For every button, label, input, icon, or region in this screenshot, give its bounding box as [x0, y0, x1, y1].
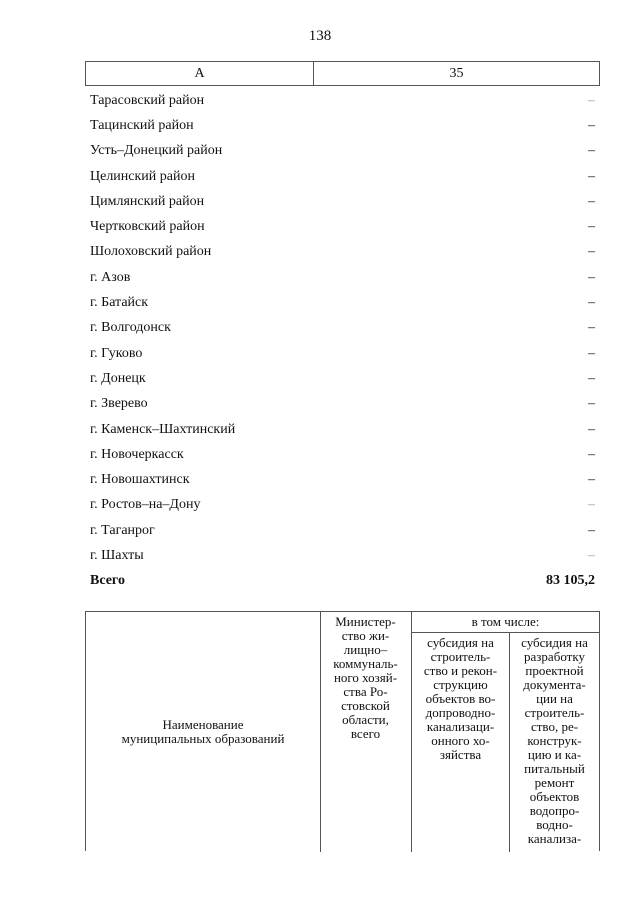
header-line: водопро- [529, 803, 580, 818]
row-name: Тарасовский район [90, 92, 205, 108]
table-row [90, 290, 595, 315]
header-line: субсидия на [521, 635, 588, 650]
header-line: онного хо- [431, 733, 490, 748]
row-name: г. Батайск [90, 295, 149, 311]
table-row [90, 164, 595, 189]
row-name: Шолоховский район [90, 244, 212, 260]
header-line: объектов [529, 789, 580, 804]
header-line: ство и рекон- [423, 663, 498, 678]
header-line: Наименование [162, 717, 244, 732]
row-value: – [588, 295, 595, 311]
table-row [90, 518, 595, 543]
header-line: строитель- [430, 649, 491, 664]
header-line: конструк- [527, 733, 582, 748]
row-name: г. Зверево [90, 396, 148, 412]
table-header [85, 61, 600, 86]
row-name: Цимлянский район [90, 193, 205, 209]
table-row [90, 467, 595, 492]
row-value: – [588, 143, 595, 159]
row-value: – [588, 117, 595, 133]
header-ministry-total [320, 612, 412, 852]
row-name: г. Таганрог [90, 522, 155, 538]
header-line: допроводно- [425, 705, 496, 720]
header-line: ции на [536, 691, 573, 706]
continued-table-header [85, 611, 600, 851]
row-name: г. Новочеркасск [90, 446, 184, 462]
header-line: проектной [525, 663, 584, 678]
row-value: – [588, 497, 595, 513]
table-row [90, 543, 595, 568]
header-column-35: 35 [449, 65, 464, 81]
header-line: струкцию [433, 677, 488, 692]
row-name: г. Шахты [90, 547, 144, 563]
table-row [90, 240, 595, 265]
row-value: – [588, 396, 595, 412]
table-row [90, 392, 595, 417]
row-name: Целинский район [90, 168, 195, 184]
header-line: ства Ро- [343, 684, 388, 699]
row-name: г. Каменск–Шахтинский [90, 421, 236, 437]
row-name: г. Волгодонск [90, 320, 171, 336]
header-line: канализа- [527, 831, 582, 846]
header-line: водно- [536, 817, 573, 832]
table-row [90, 139, 595, 164]
header-line: стовской [341, 698, 390, 713]
row-name: г. Гуково [90, 345, 143, 361]
row-name: г. Новошахтинск [90, 472, 190, 488]
row-value: – [588, 320, 595, 336]
row-name: Тацинский район [90, 117, 194, 133]
row-name: Чертковский район [90, 219, 205, 235]
header-line: питальный [524, 761, 585, 776]
row-name: г. Ростов–на–Дону [90, 497, 201, 513]
total-row [90, 569, 595, 594]
row-value: – [588, 193, 595, 209]
row-value: – [588, 244, 595, 260]
table-row [90, 113, 595, 138]
row-value: – [588, 547, 595, 563]
table-row [90, 88, 595, 113]
total-value: 83 105,2 [546, 573, 595, 589]
header-column-a: А [86, 62, 314, 85]
header-line: канализаци- [426, 719, 495, 734]
table-row [90, 265, 595, 290]
table-row [90, 493, 595, 518]
header-line: субсидия на [427, 635, 494, 650]
header-line: документа- [523, 677, 586, 692]
row-value: – [588, 219, 595, 235]
table-row [90, 442, 595, 467]
header-line: всего [350, 726, 381, 741]
total-label: Всего [90, 573, 125, 589]
table-row [90, 189, 595, 214]
table-row [90, 417, 595, 442]
table-row [90, 366, 595, 391]
header-municipal-name [86, 612, 321, 852]
row-name: г. Азов [90, 269, 131, 285]
row-value: – [588, 522, 595, 538]
header-including: в том числе: [412, 612, 599, 633]
header-subsidy-construction [412, 632, 510, 852]
table-row [90, 341, 595, 366]
row-name: г. Донецк [90, 370, 146, 386]
row-value: – [588, 92, 595, 108]
row-value: – [588, 345, 595, 361]
row-value: – [588, 370, 595, 386]
row-value: – [588, 269, 595, 285]
header-line: коммуналь- [333, 656, 398, 671]
page-number: 138 [308, 28, 332, 44]
row-name: Усть–Донецкий район [90, 143, 223, 159]
row-value: – [588, 472, 595, 488]
header-line: области, [342, 712, 389, 727]
header-line: ного хозяй- [333, 670, 398, 685]
table-row [90, 214, 595, 239]
header-line: Министер- [335, 614, 396, 629]
header-line: объектов во- [425, 691, 496, 706]
header-line: зяйства [439, 747, 482, 762]
header-subsidy-design [510, 632, 599, 852]
row-value: – [588, 421, 595, 437]
header-line: цию и ка- [527, 747, 582, 762]
row-value: – [588, 446, 595, 462]
header-line: лищно– [343, 642, 388, 657]
row-value: – [588, 168, 595, 184]
table-row [90, 316, 595, 341]
header-line: разработку [524, 649, 585, 664]
table-body [90, 88, 595, 594]
header-line: ство, ре- [530, 719, 579, 734]
header-line: муниципальных образований [121, 731, 285, 746]
header-line: ство жи- [341, 628, 390, 643]
header-line: строитель- [524, 705, 585, 720]
header-line: ремонт [534, 775, 575, 790]
